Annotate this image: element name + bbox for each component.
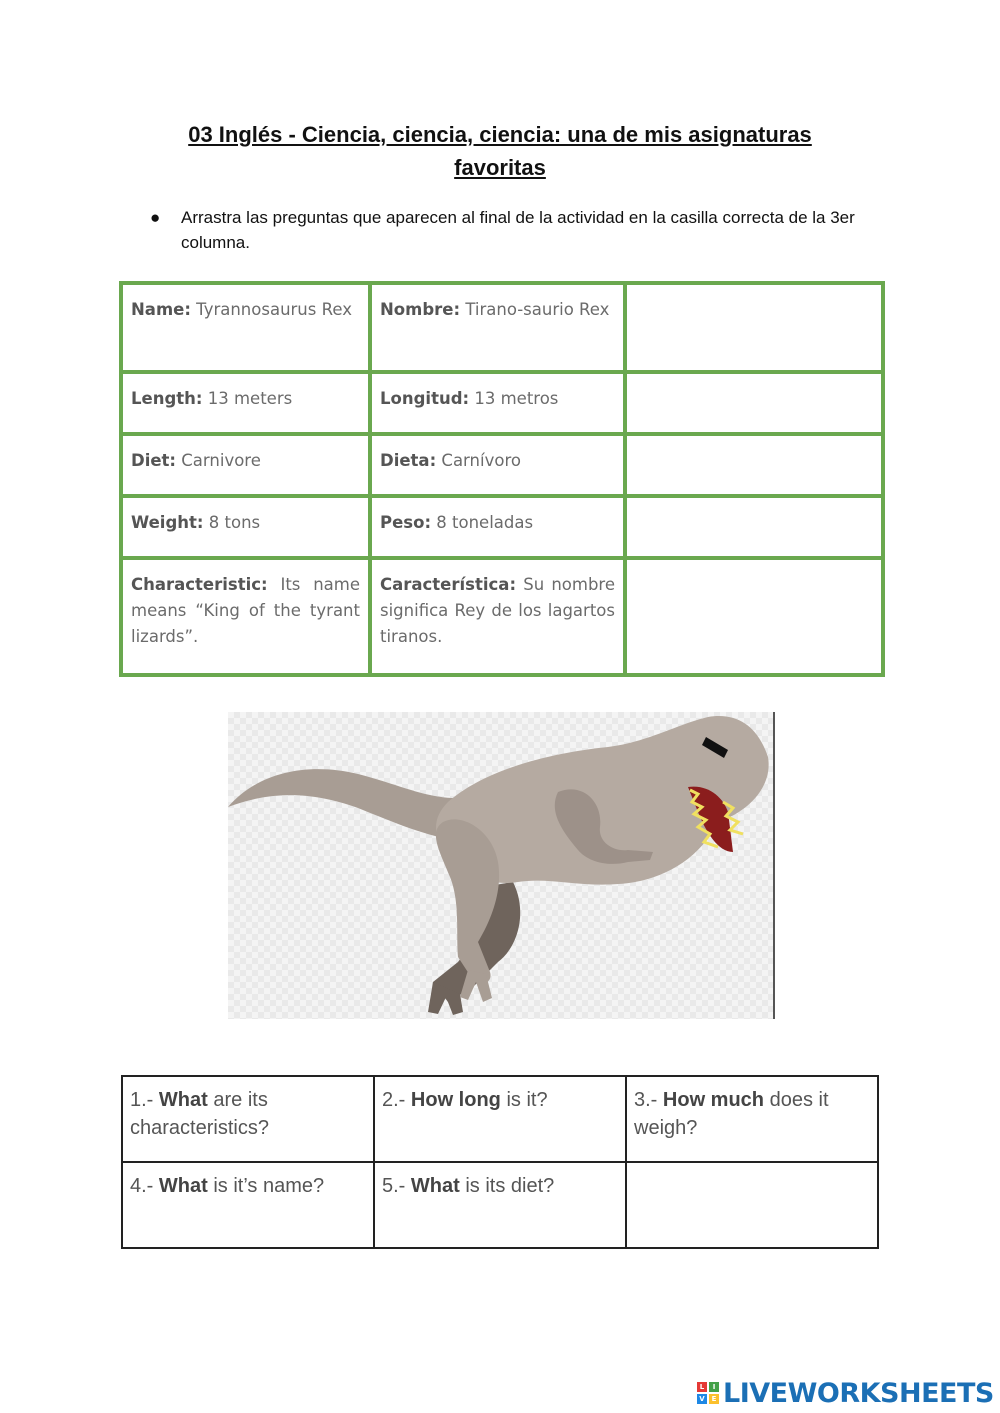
fact-english: Length: 13 meters	[121, 372, 370, 434]
logo-mark-square: V	[697, 1394, 707, 1404]
question-card-1[interactable]: 1.- What are its characteristics?	[122, 1076, 374, 1162]
logo-mark-square: I	[709, 1382, 719, 1392]
table-row	[121, 496, 883, 558]
empty-cell	[626, 1162, 878, 1248]
fact-english: Diet: Carnivore	[121, 434, 370, 496]
question-card-5[interactable]: 5.- What is its diet?	[374, 1162, 626, 1248]
bullet: ●	[150, 208, 161, 227]
drop-zone-5[interactable]	[625, 558, 883, 675]
fact-spanish: Dieta: Carnívoro	[370, 434, 625, 496]
fact-spanish: Peso: 8 toneladas	[370, 496, 625, 558]
table-row	[121, 372, 883, 434]
logo-mark-icon	[697, 1382, 719, 1404]
question-card-3[interactable]: 3.- How much does it weigh?	[626, 1076, 878, 1162]
table-row	[122, 1162, 878, 1248]
fact-english: Name: Tyrannosaurus Rex	[121, 283, 370, 372]
page-title: 03 Inglés - Ciencia, ciencia, ciencia: una de mis asignaturas favoritas	[188, 122, 812, 180]
table-row	[121, 283, 883, 372]
table-row	[121, 558, 883, 675]
instruction-text: Arrastra las preguntas que aparecen al final de la actividad en la casilla correcta de la 3er columna.	[181, 208, 855, 252]
table-row	[122, 1076, 878, 1162]
t-rex-drawing	[228, 712, 773, 1019]
questions-table	[121, 1075, 879, 1249]
dinosaur-facts-table	[119, 281, 885, 677]
table-row	[121, 434, 883, 496]
question-card-4[interactable]: 4.- What is it’s name?	[122, 1162, 374, 1248]
fact-spanish: Longitud: 13 metros	[370, 372, 625, 434]
fact-spanish: Característica: Su nombre significa Rey de los lagartos tiranos.	[370, 558, 625, 675]
drop-zone-1[interactable]	[625, 283, 883, 372]
drop-zone-4[interactable]	[625, 496, 883, 558]
drop-zone-3[interactable]	[625, 434, 883, 496]
instruction	[150, 205, 870, 255]
logo-mark-square: E	[709, 1394, 719, 1404]
logo-text: LIVEWORKSHEETS	[723, 1377, 994, 1409]
t-rex-illustration	[228, 712, 775, 1019]
drop-zone-2[interactable]	[625, 372, 883, 434]
fact-english: Characteristic: Its name means “King of the tyrant lizards”.	[121, 558, 370, 675]
question-card-2[interactable]: 2.- How long is it?	[374, 1076, 626, 1162]
logo-mark-square: L	[697, 1382, 707, 1392]
liveworksheets-logo[interactable]	[697, 1378, 994, 1408]
fact-english: Weight: 8 tons	[121, 496, 370, 558]
fact-spanish: Nombre: Tirano-saurio Rex	[370, 283, 625, 372]
